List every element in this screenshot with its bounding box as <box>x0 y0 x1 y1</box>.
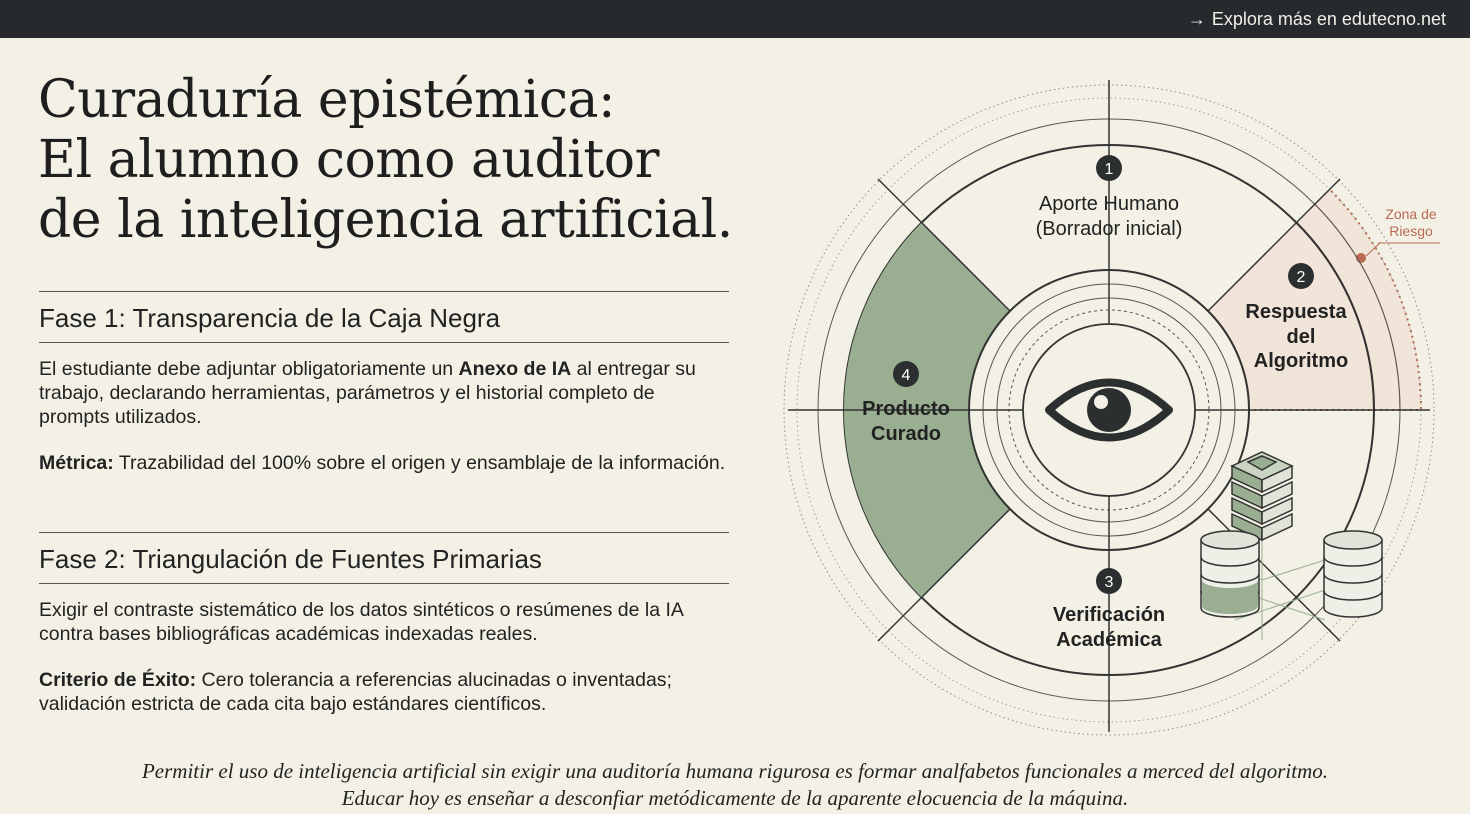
divider <box>39 583 729 584</box>
phase-2-criterion <box>39 668 729 716</box>
top-bar <box>0 0 1470 38</box>
phase-1-bold-term: Anexo de IA <box>458 358 572 380</box>
svg-text:4: 4 <box>901 367 911 384</box>
site-link[interactable]: Explora más en edutecno.net <box>1211 8 1446 29</box>
step-2-badge <box>1288 263 1314 289</box>
step-4-badge <box>893 361 919 387</box>
step-4-label-line1: Producto <box>862 398 950 420</box>
phase-1-text-a: El estudiante debe adjuntar obligatoriamente un <box>39 358 459 380</box>
step-3-label-line2: Académica <box>1056 629 1162 651</box>
step-2-label-line3: Algoritmo <box>1253 350 1349 372</box>
phase-1-heading: Fase 1: Transparencia de la Caja Negra <box>39 303 501 333</box>
step-2-label-line2: del <box>1286 326 1316 348</box>
phase-1-description <box>39 357 729 429</box>
step-3-label-line1: Verificación <box>1052 604 1166 626</box>
cycle-svg <box>770 60 1460 750</box>
risk-label-line1: Zona de <box>1385 206 1437 222</box>
divider <box>39 342 729 343</box>
phase-1-section <box>39 291 729 475</box>
svg-text:2: 2 <box>1296 269 1306 286</box>
step-1-badge <box>1096 155 1122 181</box>
footer-line-2: Educar hoy es enseñar a desconfiar metódicamente de la aparente elocuencia de la máquina. <box>341 786 1129 810</box>
step-3-badge <box>1096 568 1122 594</box>
risk-label-line2: Riesgo <box>1389 223 1433 239</box>
svg-text:3: 3 <box>1104 574 1114 591</box>
phase-2-section <box>39 532 729 716</box>
step-2-label-line1: Respuesta <box>1245 301 1347 323</box>
metric-label: Métrica: <box>39 452 114 474</box>
phase-2-description: Exigir el contraste sistemático de los datos sintéticos o resúmenes de la IA contra bases bibliográficas académicas indexadas reales. <box>39 599 683 645</box>
step-4-label-line2: Curado <box>871 423 941 445</box>
footer-quote <box>0 758 1470 812</box>
svg-text:1: 1 <box>1104 161 1114 178</box>
metric-text: Trazabilidad del 100% sobre el origen y ensamblaje de la información. <box>113 452 726 474</box>
criterion-text: Cero tolerancia a referencias alucinadas o inventadas; validación estricta de cada cita bajo estándares científicos. <box>39 669 672 715</box>
footer-line-1: Permitir el uso de inteligencia artificial sin exigir una auditoría humana rigurosa es formar analfabetos funcionales a merced del algoritmo. <box>141 759 1329 783</box>
curation-cycle-diagram <box>770 60 1460 750</box>
title-line-1: Curaduría epistémica: <box>38 70 616 130</box>
phase-1-metric <box>39 451 729 475</box>
phase-2-heading: Fase 2: Triangulación de Fuentes Primarias <box>39 544 542 574</box>
title-line-3: de la inteligencia artificial. <box>38 190 733 250</box>
title-line-2: El alumno como auditor <box>38 130 659 190</box>
step-1-label-line1: Aporte Humano <box>1038 193 1180 215</box>
phase-1-text-b: al entregar su trabajo, declarando herramientas, parámetros y el historial completo de prompts utilizados. <box>39 358 696 428</box>
arrow-right-icon: → <box>1187 8 1206 29</box>
page-title <box>38 70 758 250</box>
criterion-label: Criterio de Éxito: <box>39 669 197 691</box>
step-1-label-line2: (Borrador inicial) <box>1035 218 1183 240</box>
